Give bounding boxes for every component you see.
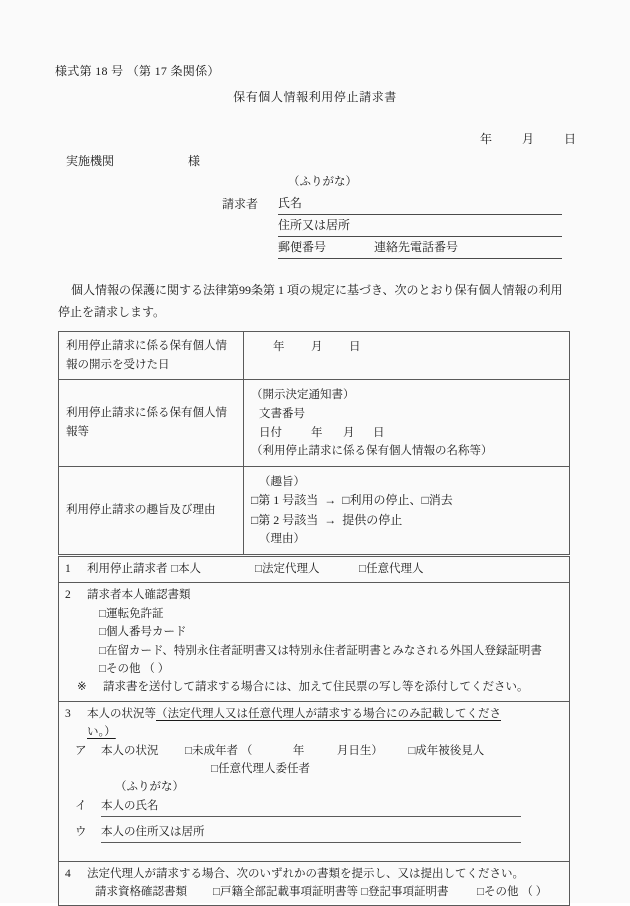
header-date-day: 日 — [564, 132, 577, 146]
main-row1-year: 年 — [273, 341, 285, 353]
section-1-row — [65, 560, 563, 578]
section-3-heading — [65, 705, 563, 723]
header-date-line — [480, 130, 582, 149]
section-4-title: 法定代理人が請求する場合、次のいずれかの書類を提示し、又は提出してください。 — [87, 867, 524, 880]
main-row2-date-row — [251, 424, 562, 443]
section-3-item-a-label: 本人の状況 — [101, 744, 159, 757]
requester-block — [222, 193, 562, 259]
requester-name-label: 氏名 — [278, 196, 303, 210]
section-3-number: 3 — [65, 707, 71, 720]
lower-section-1 — [59, 557, 570, 583]
main-table-row-info — [59, 380, 570, 467]
header-date-month: 月 — [522, 132, 535, 146]
requester-label: 請求者 — [222, 197, 259, 211]
section-1-option-legal-agent[interactable]: □法定代理人 — [255, 563, 320, 575]
section-3-minor-day: 日生） — [348, 744, 383, 757]
section-3-note-line-2: い。） — [87, 726, 116, 739]
section-4-option-registry[interactable]: □登記事項証明書 — [361, 886, 449, 899]
option-1-arrow-icon: → — [324, 493, 337, 508]
section-2-option-mynumber[interactable]: □個人番号カード — [99, 626, 187, 639]
section-1-title: 利用停止請求者 — [87, 563, 168, 575]
section-3-item-a-mark: ア — [75, 744, 87, 757]
section-3-option-adult-ward[interactable]: □成年被後見人 — [408, 744, 485, 757]
lower-section-2 — [59, 583, 570, 701]
agency-row — [66, 152, 200, 171]
main-row2-year: 年 — [311, 426, 323, 439]
section-4-option-family-register[interactable]: □戸籍全部記載事項証明書等 — [213, 886, 358, 899]
option-2-checkbox-label[interactable]: □第 2 号該当 — [251, 512, 319, 527]
section-2-cell — [59, 583, 570, 701]
section-4-options-row — [65, 883, 563, 901]
section-3-item-c[interactable] — [65, 823, 563, 843]
document-title: 保有個人情報利用停止請求書 — [233, 90, 397, 104]
main-row1-month: 月 — [311, 341, 323, 353]
lead-line-2: 停止を請求します。 — [58, 305, 166, 320]
main-row2-line4: （利用停止請求に係る保有個人情報の名称等） — [251, 445, 493, 458]
requester-name-field[interactable] — [278, 193, 562, 215]
main-row2-line1: （開示決定通知書） — [251, 389, 355, 402]
option-1-result[interactable]: □利用の停止、□消去 — [342, 493, 453, 508]
header-date-year: 年 — [480, 132, 493, 146]
section-2-title: 請求者本人確認書類 — [87, 589, 191, 602]
section-3-item-c-mark: ウ — [75, 825, 87, 838]
section-1-cell — [59, 557, 570, 583]
section-3-note-line-2-wrap — [65, 723, 563, 741]
main-row2-value[interactable] — [244, 380, 570, 467]
main-row3-value[interactable] — [244, 466, 570, 554]
main-row1-day: 日 — [349, 341, 361, 353]
main-row3-key: 利用停止請求の趣旨及び理由 — [59, 466, 244, 554]
section-4-option-other[interactable]: □その他 （ ） — [477, 886, 548, 899]
section-2-number: 2 — [65, 589, 71, 602]
section-4-cell — [59, 861, 570, 906]
lead-line-1: 個人情報の保護に関する法律第99条第 1 項の規定に基づき、次のとおり保有個人情報の利用 — [71, 283, 563, 297]
main-row2-key: 利用停止請求に係る保有個人情報等 — [59, 380, 244, 467]
section-4-number: 4 — [65, 867, 71, 880]
section-1-option-self[interactable]: □本人 — [171, 563, 201, 575]
main-row3-line1: （趣旨） — [259, 475, 305, 488]
section-3-item-c-label: 本人の住所又は居所 — [101, 823, 521, 843]
section-4-heading — [65, 865, 563, 883]
section-3-minor-year: 年 — [292, 744, 305, 757]
requester-contact-field[interactable] — [278, 237, 562, 259]
section-1-number: 1 — [65, 563, 71, 575]
section-3-minor-month: 月 — [336, 744, 349, 757]
section-1-option-voluntary-agent[interactable]: □任意代理人 — [359, 563, 424, 575]
section-3-option-minor[interactable]: □未成年者 （ — [185, 744, 253, 757]
section-3-option-delegate[interactable]: □任意代理人委任者 — [211, 762, 310, 775]
main-table-row-disclosure-date — [59, 332, 570, 380]
lower-table — [58, 556, 570, 906]
requester-postal-label: 郵便番号 — [278, 240, 327, 254]
option-1-checkbox-label[interactable]: □第 1 号該当 — [251, 493, 319, 508]
section-3-item-a — [65, 742, 563, 760]
agency-honorific: 様 — [188, 154, 201, 168]
agency-label: 実施機関 — [66, 154, 115, 168]
section-3-item-b-label: 本人の氏名 — [101, 797, 521, 817]
main-row2-doc-number: 文書番号 — [259, 407, 305, 420]
section-3-bottom-spacer — [65, 843, 563, 857]
main-row2-date-label: 日付 — [259, 426, 282, 439]
section-3-furigana: （ふりがな） — [115, 781, 184, 794]
main-row3-option-1[interactable] — [251, 491, 562, 510]
section-2-option-residence-card[interactable]: □在留カード、特別永住者証明書又は特別永住者証明書とみなされる外国人登録証明書 — [99, 644, 542, 657]
lower-section-3 — [59, 701, 570, 861]
requester-furigana: （ふりがな） — [288, 176, 357, 188]
option-2-result: 提供の停止 — [342, 512, 403, 527]
option-2-arrow-icon: → — [324, 512, 337, 527]
main-row3-line4: （理由） — [259, 533, 305, 546]
main-row2-day: 日 — [373, 426, 385, 439]
main-row1-key: 利用停止請求に係る保有個人情報の開示を受けた日 — [59, 332, 244, 380]
section-2-option-other[interactable]: □その他 （ ） — [99, 662, 170, 675]
section-3-item-b-mark: イ — [75, 799, 87, 812]
form-number: 様式第 18 号 （第 17 条関係） — [55, 64, 220, 78]
lower-section-4 — [59, 861, 570, 906]
section-3-item-b[interactable] — [65, 797, 563, 817]
main-row2-month: 月 — [343, 426, 355, 439]
main-table-row-reason — [59, 466, 570, 554]
section-3-note-line-1: （法定代理人又は任意代理人が請求する場合にのみ記載してくださ — [156, 707, 501, 720]
lead-paragraph — [58, 279, 570, 323]
requester-address-label: 住所又は居所 — [278, 218, 351, 232]
main-row1-value[interactable] — [244, 332, 570, 380]
requester-address-field[interactable] — [278, 215, 562, 237]
main-row3-option-2[interactable] — [251, 511, 562, 530]
section-2-option-license[interactable]: □運転免許証 — [99, 607, 164, 620]
section-3-cell — [59, 701, 570, 861]
section-2-note-mark: ※ — [77, 681, 87, 694]
section-2-note — [65, 678, 563, 696]
section-3-option-delegate-wrap — [65, 760, 563, 778]
section-2-heading — [65, 586, 563, 604]
main-row1-date — [251, 338, 562, 357]
section-2-note-text: 請求書を送付して請求する場合には、加えて住民票の写し等を添付してください。 — [103, 681, 529, 694]
main-table — [58, 331, 570, 555]
section-3-title: 本人の状況等 — [87, 707, 156, 720]
section-4-docs-label: 請求資格確認書類 — [95, 886, 187, 899]
requester-phone-label: 連絡先電話番号 — [374, 240, 459, 254]
